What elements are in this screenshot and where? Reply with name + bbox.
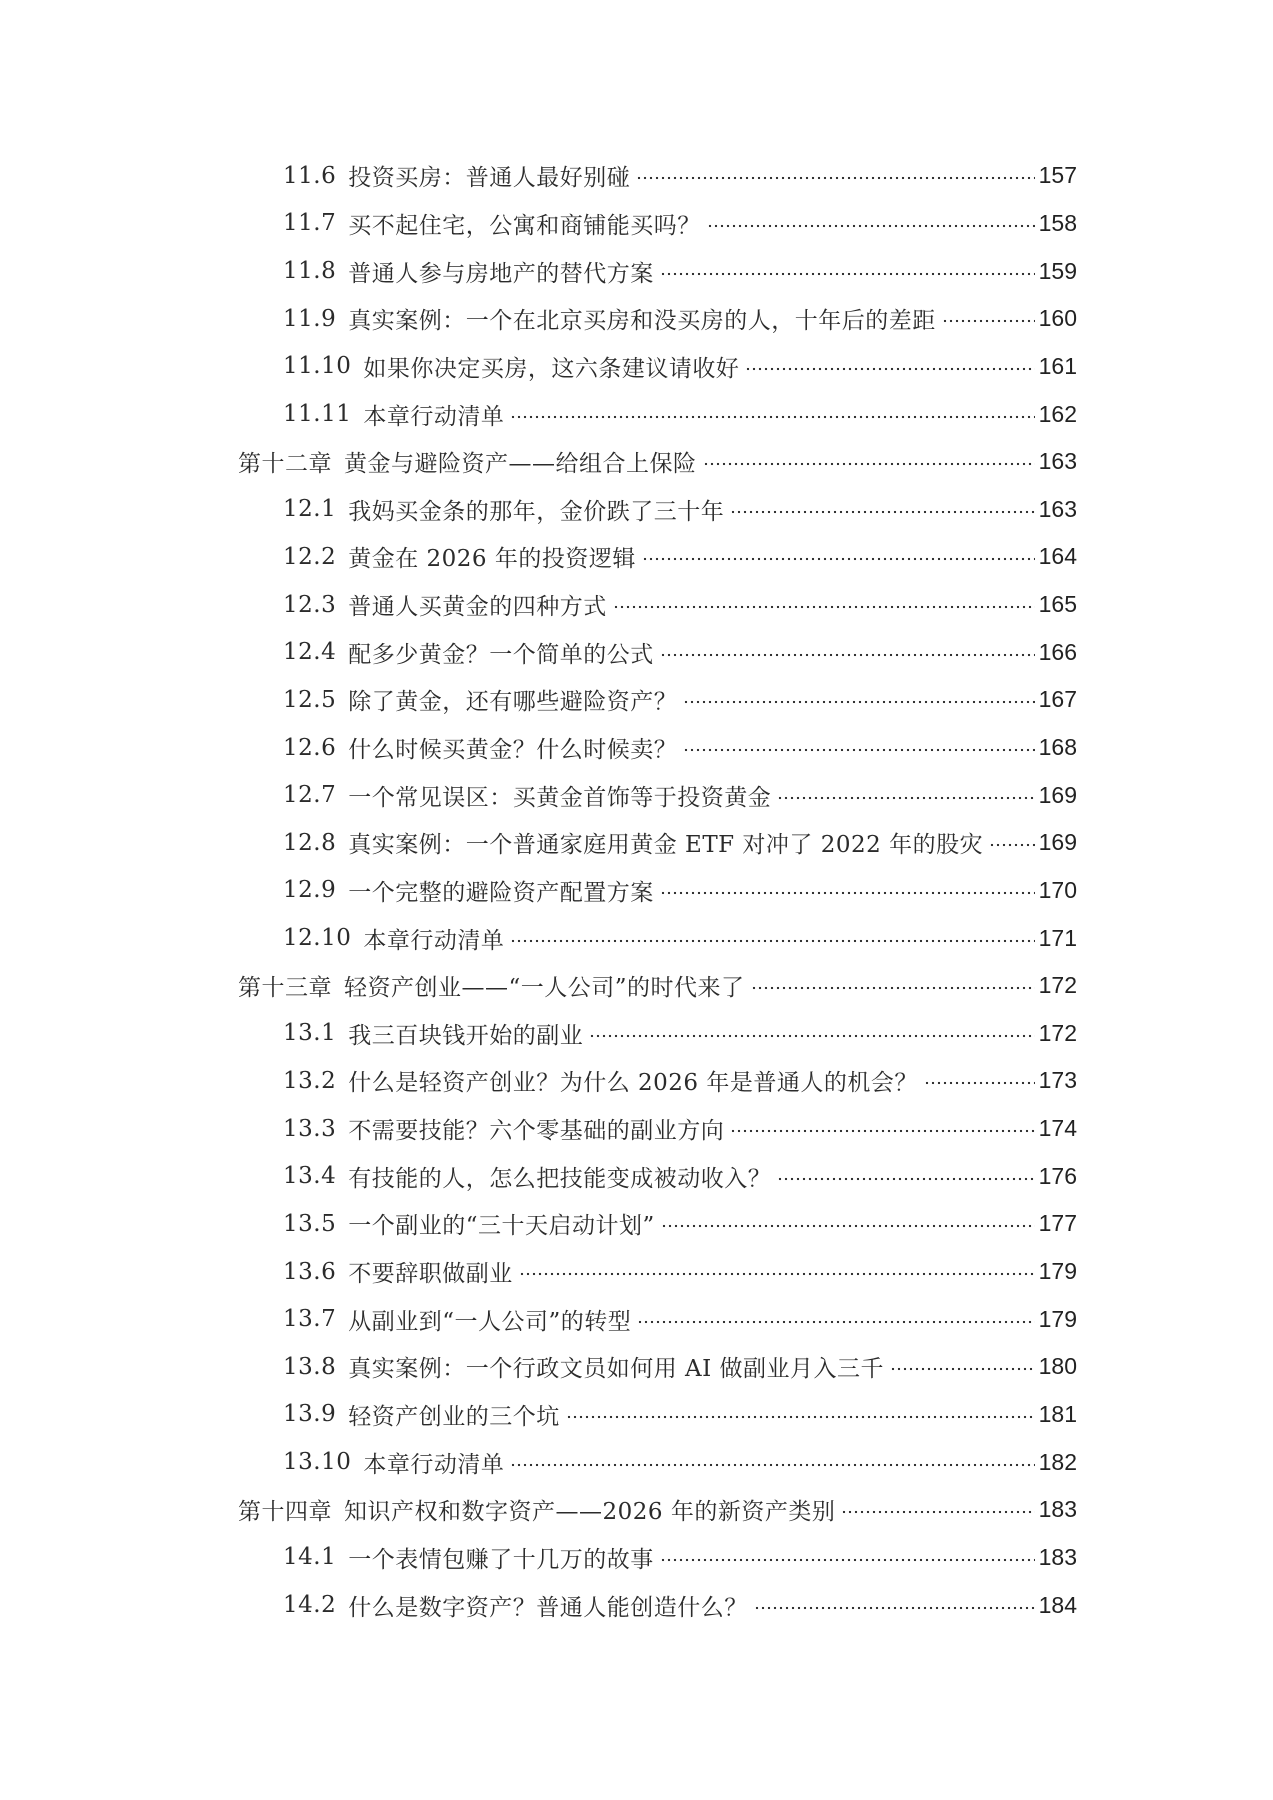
toc-entry-number: 12.6 [283, 734, 337, 761]
toc-chapter-entry[interactable] [238, 962, 1273, 1010]
toc-entry-content [283, 779, 1077, 812]
toc-entry-content [283, 350, 1077, 383]
toc-entry-title: 我妈买金条的那年，金价跌了三十年 [348, 498, 725, 525]
toc-page-number: 177 [1038, 1210, 1077, 1237]
toc-page-number: 183 [1038, 1543, 1077, 1570]
toc-leader-dots [661, 1224, 1035, 1228]
toc-page-number: 184 [1038, 1591, 1077, 1618]
toc-section-entry[interactable] [283, 1105, 1273, 1153]
toc-section-entry[interactable] [283, 771, 1273, 819]
toc-section-entry[interactable] [283, 1391, 1273, 1439]
toc-entry-content [283, 1398, 1077, 1431]
toc-page-number: 168 [1038, 734, 1077, 760]
toc-section-entry[interactable] [283, 724, 1273, 772]
toc-leader-dots [683, 700, 1034, 704]
toc-page-number: 157 [1038, 162, 1077, 189]
toc-section-entry[interactable] [283, 1248, 1273, 1296]
toc-leader-dots [660, 272, 1035, 276]
toc-entry-content [283, 1064, 1077, 1097]
toc-entry-number: 11.10 [283, 353, 352, 380]
toc-leader-dots [636, 176, 1034, 180]
toc-entry-title: 真实案例：一个行政文员如何用 AI 做副业月入三千 [348, 1356, 885, 1383]
toc-page-number: 161 [1038, 352, 1077, 379]
toc-entry-number: 12.9 [283, 877, 337, 904]
toc-entry-title: 本章行动清单 [363, 403, 505, 430]
toc-page-number: 163 [1038, 448, 1077, 475]
toc-leader-dots [730, 510, 1034, 514]
toc-entry-number: 13.6 [283, 1258, 337, 1285]
toc-entry-content [283, 398, 1077, 431]
toc-leader-dots [730, 1129, 1034, 1133]
toc-leader-dots [510, 939, 1034, 943]
toc-entry-number: 13.9 [283, 1401, 337, 1428]
toc-entry-number: 12.3 [283, 591, 337, 618]
toc-leader-dots [642, 557, 1035, 561]
toc-entry-title: 本章行动清单 [363, 1451, 505, 1478]
toc-page-number: 179 [1038, 1305, 1077, 1332]
toc-entry-number: 12.2 [283, 543, 337, 570]
toc-page-number: 172 [1038, 972, 1077, 999]
toc-entry-content [283, 636, 1077, 669]
table-of-contents [0, 152, 1273, 1629]
toc-entry-content [283, 1303, 1077, 1336]
toc-section-entry[interactable] [283, 1534, 1273, 1582]
toc-leader-dots [989, 843, 1035, 847]
toc-chapter-entry[interactable] [238, 438, 1273, 486]
toc-entry-number: 12.8 [283, 829, 337, 856]
toc-entry-title: 真实案例：一个普通家庭用黄金 ETF 对冲了 2022 年的股灾 [348, 832, 984, 859]
toc-page-number: 169 [1038, 829, 1077, 856]
toc-section-entry[interactable] [283, 676, 1273, 724]
toc-entry-number: 13.5 [283, 1210, 337, 1237]
toc-leader-dots [660, 653, 1035, 657]
toc-entry-number: 11.6 [283, 162, 337, 189]
toc-leader-dots [777, 796, 1034, 800]
toc-leader-dots [777, 1177, 1034, 1181]
toc-entry-number: 第十二章 [238, 451, 332, 478]
toc-page-number: 169 [1038, 781, 1077, 808]
toc-section-entry[interactable] [283, 1343, 1273, 1391]
toc-entry-content [283, 1160, 1077, 1193]
toc-entry-content [283, 540, 1077, 573]
toc-leader-dots [745, 367, 1034, 371]
toc-page-number: 174 [1038, 1115, 1077, 1142]
toc-section-entry[interactable] [283, 247, 1273, 295]
toc-entry-title: 真实案例：一个在北京买房和没买房的人，十年后的差距 [348, 308, 936, 335]
toc-entry-title: 黄金与避险资产——给组合上保险 [344, 451, 697, 478]
toc-page-number: 167 [1038, 686, 1077, 713]
toc-entry-title: 什么是数字资产？普通人能创造什么？ [348, 1594, 748, 1621]
toc-entry-content [238, 969, 1077, 1002]
toc-entry-content [283, 255, 1077, 288]
toc-leader-dots [754, 1606, 1035, 1610]
toc-entry-content [283, 1446, 1077, 1479]
toc-page-number: 180 [1038, 1353, 1077, 1380]
toc-leader-dots [942, 319, 1035, 323]
toc-entry-number: 12.5 [283, 686, 337, 713]
toc-leader-dots [637, 1320, 1034, 1324]
toc-entry-title: 一个常见误区：买黄金首饰等于投资黄金 [348, 784, 772, 811]
toc-entry-content [283, 874, 1077, 907]
toc-entry-title: 配多少黄金？一个简单的公式 [348, 641, 654, 668]
toc-leader-dots [751, 986, 1035, 990]
toc-entry-content [283, 588, 1077, 621]
toc-entry-number: 13.8 [283, 1353, 337, 1380]
toc-entry-content [283, 1112, 1077, 1145]
toc-section-entry[interactable] [283, 819, 1273, 867]
toc-entry-title: 买不起住宅，公寓和商铺能买吗？ [348, 212, 701, 239]
toc-page-number: 179 [1038, 1258, 1077, 1285]
toc-page-number: 159 [1038, 257, 1077, 284]
toc-entry-title: 从副业到“一人公司”的转型 [348, 1308, 632, 1335]
toc-entry-content [283, 493, 1077, 526]
toc-entry-content [283, 302, 1077, 335]
toc-entry-title: 轻资产创业的三个坑 [348, 1403, 560, 1430]
toc-page-number: 164 [1038, 543, 1077, 570]
toc-entry-number: 13.10 [283, 1449, 352, 1476]
toc-entry-title: 轻资产创业——“一人公司”的时代来了 [344, 975, 745, 1002]
toc-entry-title: 我三百块钱开始的副业 [348, 1022, 584, 1049]
toc-entry-title: 黄金在 2026 年的投资逻辑 [348, 546, 636, 573]
toc-page-number: 183 [1038, 1496, 1077, 1523]
toc-entry-content [283, 159, 1077, 192]
toc-entry-content [283, 1589, 1077, 1622]
toc-section-entry[interactable] [283, 1057, 1273, 1105]
toc-page-number: 166 [1038, 638, 1077, 665]
toc-page-number: 173 [1038, 1067, 1077, 1094]
toc-entry-title: 不需要技能？六个零基础的副业方向 [348, 1118, 725, 1145]
toc-page-number: 158 [1038, 209, 1077, 236]
toc-entry-number: 13.4 [283, 1163, 337, 1190]
toc-section-entry[interactable] [283, 200, 1273, 248]
toc-entry-content [283, 731, 1077, 764]
toc-entry-title: 投资买房：普通人最好别碰 [348, 165, 631, 192]
toc-section-entry[interactable] [283, 1200, 1273, 1248]
toc-entry-number: 12.7 [283, 782, 337, 809]
toc-page-number: 165 [1038, 591, 1077, 618]
toc-page-number: 160 [1038, 305, 1077, 332]
toc-entry-title: 不要辞职做副业 [348, 1261, 513, 1288]
toc-section-entry[interactable] [283, 295, 1273, 343]
toc-page-number: 172 [1038, 1019, 1077, 1046]
toc-entry-number: 13.7 [283, 1306, 337, 1333]
toc-entry-content [283, 1350, 1077, 1383]
toc-section-entry[interactable] [283, 867, 1273, 915]
toc-section-entry[interactable] [283, 1010, 1273, 1058]
toc-entry-content [238, 445, 1077, 478]
toc-entry-number: 14.2 [283, 1592, 337, 1619]
toc-entry-number: 13.3 [283, 1115, 337, 1142]
toc-page-number: 163 [1038, 495, 1077, 522]
toc-entry-content [283, 826, 1077, 859]
toc-leader-dots [589, 1034, 1034, 1038]
toc-entry-number: 13.2 [283, 1067, 337, 1094]
toc-page-number: 176 [1038, 1162, 1077, 1189]
toc-section-entry[interactable] [283, 1438, 1273, 1486]
toc-leader-dots [660, 1558, 1035, 1562]
toc-entry-title: 普通人参与房地产的替代方案 [348, 260, 654, 287]
toc-entry-content [283, 1541, 1077, 1574]
toc-leader-dots [510, 415, 1034, 419]
toc-page-number: 170 [1038, 876, 1077, 903]
toc-entry-title: 知识产权和数字资产——2026 年的新资产类别 [344, 1499, 836, 1526]
toc-entry-title: 一个副业的“三十天启动计划” [348, 1213, 655, 1240]
toc-section-entry[interactable] [283, 533, 1273, 581]
toc-leader-dots [510, 1463, 1034, 1467]
toc-section-entry[interactable] [283, 1295, 1273, 1343]
toc-entry-number: 11.11 [283, 401, 352, 428]
toc-entry-content [238, 1493, 1077, 1526]
toc-entry-title: 什么时候买黄金？什么时候卖？ [348, 737, 678, 763]
toc-entry-title: 一个完整的避险资产配置方案 [348, 879, 654, 906]
toc-section-entry[interactable] [283, 581, 1273, 629]
toc-entry-title: 除了黄金，还有哪些避险资产？ [348, 689, 678, 716]
toc-entry-title: 一个表情包赚了十几万的故事 [348, 1546, 654, 1573]
toc-entry-number: 第十三章 [238, 975, 332, 1002]
toc-leader-dots [613, 605, 1035, 609]
toc-entry-content [283, 1207, 1077, 1240]
toc-leader-dots [890, 1367, 1035, 1371]
toc-entry-number: 第十四章 [238, 1499, 332, 1526]
toc-section-entry[interactable] [283, 343, 1273, 391]
toc-chapter-entry[interactable] [238, 1486, 1273, 1534]
toc-leader-dots [707, 224, 1035, 228]
toc-section-entry[interactable] [283, 1152, 1273, 1200]
toc-page-number: 162 [1038, 400, 1077, 427]
toc-entry-number: 12.1 [283, 496, 337, 523]
toc-entry-title: 有技能的人，怎么把技能变成被动收入？ [348, 1165, 772, 1192]
toc-entry-number: 12.4 [283, 639, 337, 666]
toc-entry-content [283, 683, 1077, 716]
toc-section-entry[interactable] [283, 152, 1273, 200]
toc-entry-title: 普通人买黄金的四种方式 [348, 594, 607, 621]
toc-entry-number: 11.8 [283, 258, 337, 285]
toc-section-entry[interactable] [283, 1581, 1273, 1629]
toc-page-number: 182 [1038, 1448, 1077, 1475]
toc-leader-dots [683, 748, 1034, 752]
toc-entry-title: 如果你决定买房，这六条建议请收好 [363, 355, 740, 382]
toc-leader-dots [924, 1081, 1035, 1085]
toc-entry-title: 本章行动清单 [363, 927, 505, 954]
toc-page-number: 181 [1038, 1400, 1077, 1427]
toc-entry-content [283, 922, 1077, 955]
toc-section-entry[interactable] [283, 485, 1273, 533]
toc-leader-dots [703, 462, 1035, 466]
toc-section-entry[interactable] [283, 628, 1273, 676]
toc-entry-content [283, 1255, 1077, 1288]
toc-leader-dots [566, 1415, 1035, 1419]
toc-entry-number: 14.1 [283, 1544, 337, 1571]
toc-entry-title: 什么是轻资产创业？为什么 2026 年是普通人的机会？ [348, 1070, 918, 1097]
toc-section-entry[interactable] [283, 914, 1273, 962]
toc-entry-number: 11.9 [283, 305, 337, 332]
toc-entry-content [283, 1017, 1077, 1050]
toc-entry-number: 13.1 [283, 1020, 337, 1047]
toc-page-number: 171 [1038, 924, 1077, 951]
toc-section-entry[interactable] [283, 390, 1273, 438]
toc-leader-dots [841, 1510, 1034, 1514]
toc-entry-content [283, 207, 1077, 240]
toc-entry-number: 12.10 [283, 925, 352, 952]
toc-entry-number: 11.7 [283, 210, 337, 237]
toc-leader-dots [660, 891, 1035, 895]
toc-leader-dots [519, 1272, 1035, 1276]
